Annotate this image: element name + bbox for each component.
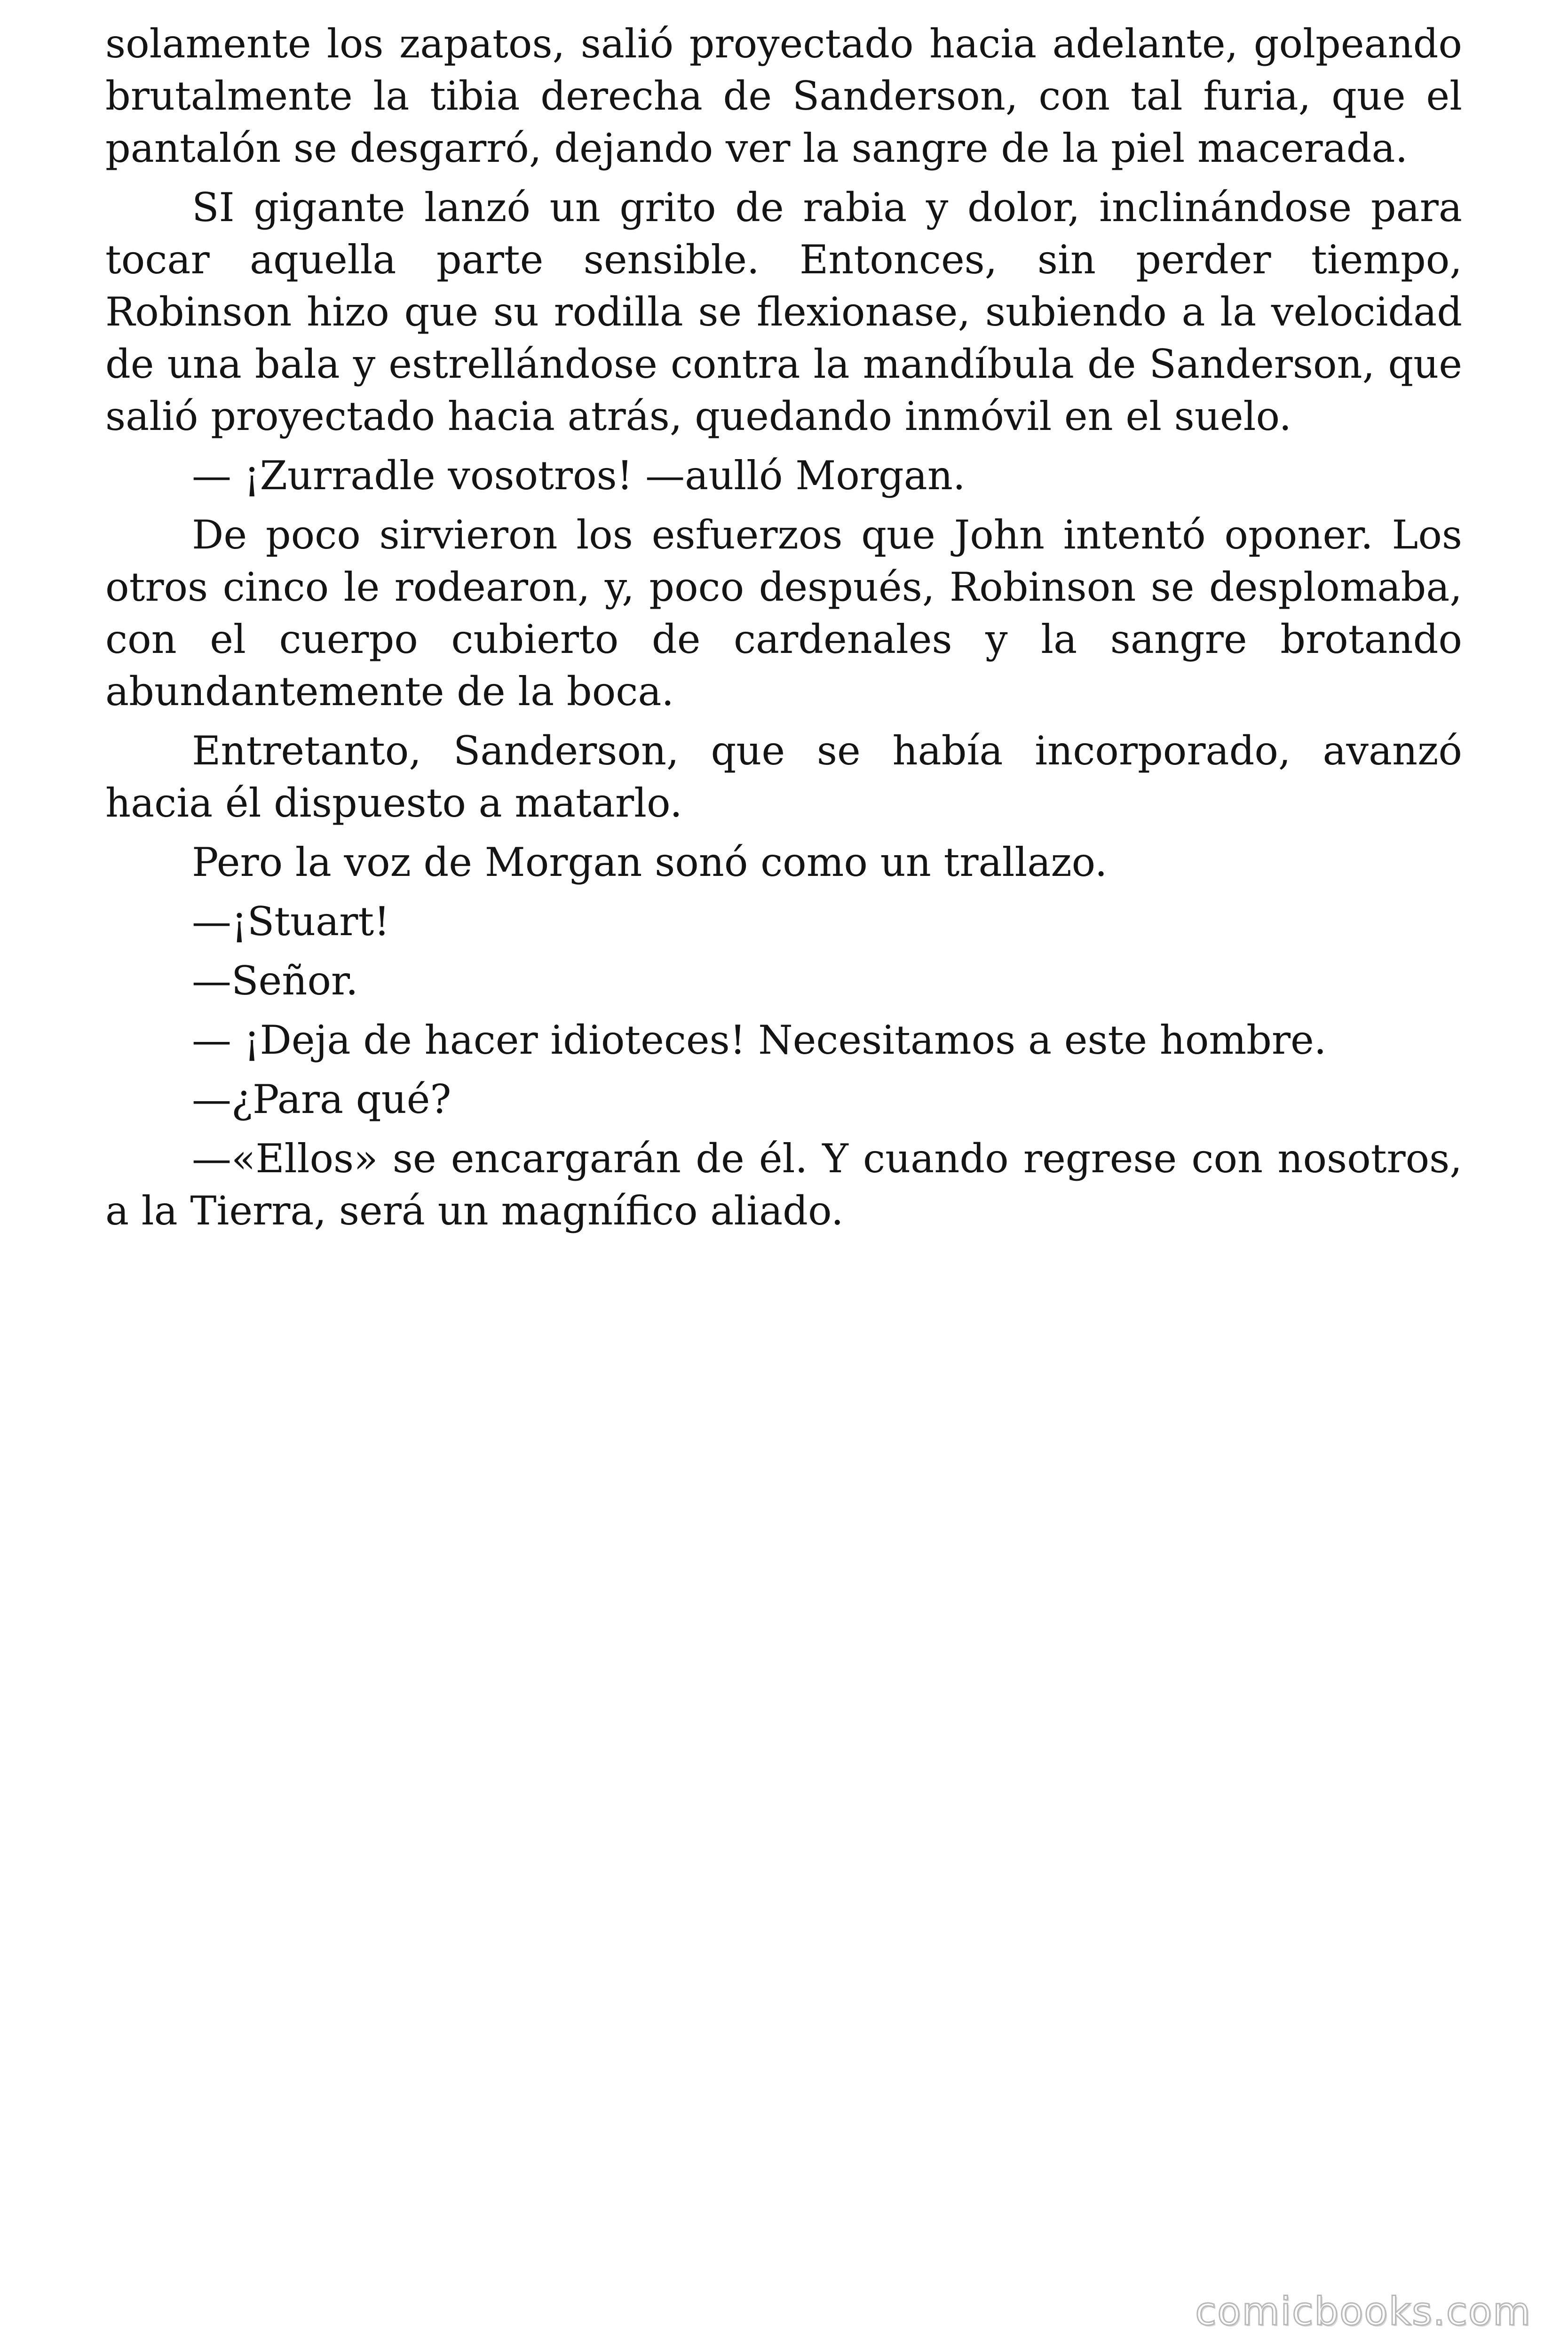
dialogue-line: — ¡Deja de hacer idioteces! Necesitamos a este hombre. [192,1017,1327,1063]
paragraph: SI gigante lanzó un grito de rabia y dolor, inclinándose para tocar aquella parte sensible. Entonces, sin perder tiempo, Robinson hizo que su rodilla se flexionase, subiendo a la velocidad de una bala y estrellándose contra la mandíbula de Sanderson, que salió proyectado hacia atrás, quedando inmóvil en el suelo. [105,184,1462,439]
paragraph: De poco sirvieron los esfuerzos que John intentó oponer. Los otros cinco le rodearon, y, poco después, Robinson se desplomaba, con el cuerpo cubierto de cardenales y la sangre brotando abundantemente de la boca. [105,512,1462,715]
watermark-logo: comicbooks.com [1195,2289,1531,2334]
dialogue-line: —Señor. [192,958,358,1004]
dialogue-line: —«Ellos» se encargarán de él. Y cuando regrese con nosotros, a la Tierra, será un magnífico aliado. [105,1136,1462,1234]
paragraph: Pero la voz de Morgan sonó como un trallazo. [192,839,1108,885]
paragraph: Entretanto, Sanderson, que se había incorporado, avanzó hacia él dispuesto a matarlo. [105,728,1462,826]
dialogue-line: — ¡Zurradle vosotros! —aulló Morgan. [192,453,966,499]
page-body [105,18,1462,1244]
dialogue-line: —¡Stuart! [192,898,390,945]
dialogue-line: —¿Para qué? [192,1076,451,1122]
paragraph-continuation: solamente los zapatos, salió proyectado hacia adelante, golpeando brutalmente la tibia derecha de Sanderson, con tal furia, que el pantalón se desgarró, dejando ver la sangre de la piel macerada. [105,21,1462,171]
